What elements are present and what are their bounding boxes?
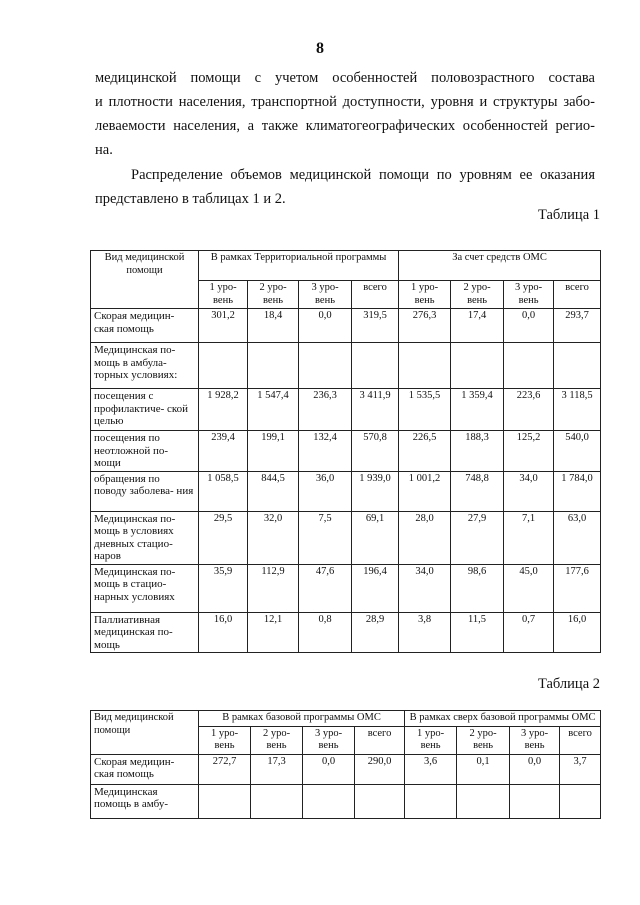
level-header: 3 уро- вень	[504, 281, 554, 309]
value-cell: 28,9	[352, 612, 399, 653]
text-line: леваемости населения, а также климатогеографических особенностей регио-	[95, 118, 595, 134]
value-cell	[355, 784, 405, 818]
value-cell: 1 939,0	[352, 471, 399, 511]
level-header: 2 уро- вень	[248, 281, 299, 309]
value-cell: 276,3	[399, 309, 451, 343]
value-cell: 11,5	[451, 612, 504, 653]
value-cell: 27,9	[451, 511, 504, 564]
level-header: всего	[554, 281, 601, 309]
value-cell: 125,2	[504, 431, 554, 472]
table-row	[91, 471, 601, 511]
value-cell: 0,0	[299, 309, 352, 343]
value-cell	[299, 343, 352, 389]
table-row	[91, 343, 601, 389]
value-cell: 0,7	[504, 612, 554, 653]
page-number: 8	[316, 40, 324, 57]
value-cell: 69,1	[352, 511, 399, 564]
table-row	[91, 564, 601, 612]
value-cell	[352, 343, 399, 389]
table-row	[91, 389, 601, 431]
value-cell: 18,4	[248, 309, 299, 343]
value-cell: 236,3	[299, 389, 352, 431]
value-cell: 290,0	[355, 754, 405, 784]
value-cell: 272,7	[199, 754, 251, 784]
table-row	[91, 612, 601, 653]
value-cell: 34,0	[399, 564, 451, 612]
value-cell	[199, 784, 251, 818]
value-cell: 1 359,4	[451, 389, 504, 431]
level-header: всего	[560, 726, 601, 754]
value-cell: 132,4	[299, 431, 352, 472]
value-cell: 844,5	[248, 471, 299, 511]
table-row	[91, 754, 601, 784]
row-label: Скорая медицин- ская помощь	[91, 754, 199, 784]
value-cell: 36,0	[299, 471, 352, 511]
value-cell	[560, 784, 601, 818]
value-cell: 226,5	[399, 431, 451, 472]
value-cell: 7,1	[504, 511, 554, 564]
value-cell: 570,8	[352, 431, 399, 472]
value-cell: 0,8	[299, 612, 352, 653]
value-cell: 3,6	[405, 754, 457, 784]
value-cell: 35,9	[199, 564, 248, 612]
value-cell: 34,0	[504, 471, 554, 511]
value-cell: 29,5	[199, 511, 248, 564]
table-row	[91, 784, 601, 818]
level-header: 1 уро- вень	[199, 281, 248, 309]
level-header: 1 уро- вень	[199, 726, 251, 754]
value-cell: 293,7	[554, 309, 601, 343]
value-cell: 3 411,9	[352, 389, 399, 431]
value-cell	[248, 343, 299, 389]
value-cell: 17,3	[251, 754, 303, 784]
value-cell: 319,5	[352, 309, 399, 343]
level-header: 2 уро- вень	[451, 281, 504, 309]
row-label: Паллиативная медицинская по- мощь	[91, 612, 199, 653]
level-header: 2 уро- вень	[457, 726, 510, 754]
row-label: Медицинская по- мощь в условиях дневных стацио- наров	[91, 511, 199, 564]
value-cell: 0,0	[504, 309, 554, 343]
value-cell: 3,8	[399, 612, 451, 653]
group-header: В рамках базовой программы ОМС	[199, 711, 405, 727]
distribution-paragraph	[95, 163, 595, 211]
value-cell: 3,7	[560, 754, 601, 784]
value-cell: 16,0	[554, 612, 601, 653]
table-row	[91, 431, 601, 472]
text-line: представлено в таблицах 1 и 2.	[95, 191, 286, 207]
value-cell: 0,0	[510, 754, 560, 784]
value-cell: 28,0	[399, 511, 451, 564]
level-header: 1 уро- вень	[405, 726, 457, 754]
value-cell	[405, 784, 457, 818]
value-cell: 3 118,5	[554, 389, 601, 431]
value-cell: 16,0	[199, 612, 248, 653]
level-header: 2 уро- вень	[251, 726, 303, 754]
text-line: и плотности населения, транспортной доступности, уровня и структуры забо-	[95, 94, 595, 110]
value-cell: 17,4	[451, 309, 504, 343]
value-cell: 188,3	[451, 431, 504, 472]
value-cell: 32,0	[248, 511, 299, 564]
value-cell: 177,6	[554, 564, 601, 612]
table2-caption: Таблица 2	[537, 676, 600, 692]
level-header: 3 уро- вень	[303, 726, 355, 754]
group-header: За счет средств ОМС	[399, 251, 601, 281]
level-header: 3 уро- вень	[299, 281, 352, 309]
row-label: посещения с профилактиче- ской целью	[91, 389, 199, 431]
value-cell: 1 784,0	[554, 471, 601, 511]
group-header: В рамках сверх базовой программы ОМС	[405, 711, 601, 727]
value-cell	[510, 784, 560, 818]
row-label: Медицинская по- мощь в амбула- торных условиях:	[91, 343, 199, 389]
level-header: всего	[352, 281, 399, 309]
value-cell: 196,4	[352, 564, 399, 612]
text-line: Распределение объемов медицинской помощи по уровням ее оказания	[131, 167, 595, 183]
value-cell: 1 535,5	[399, 389, 451, 431]
value-cell: 748,8	[451, 471, 504, 511]
table1-caption: Таблица 1	[537, 207, 600, 223]
text-line: на.	[95, 142, 113, 158]
level-header: всего	[355, 726, 405, 754]
row-label: Скорая медицин- ская помощь	[91, 309, 199, 343]
value-cell: 47,6	[299, 564, 352, 612]
text-line: медицинской помощи с учетом особенностей половозрастного состава	[95, 70, 595, 86]
group-header: В рамках Территориальной программы	[199, 251, 399, 281]
row-label: Медицинская по- мощь в стацио- нарных условиях	[91, 564, 199, 612]
value-cell: 540,0	[554, 431, 601, 472]
value-cell: 1 547,4	[248, 389, 299, 431]
value-cell: 1 058,5	[199, 471, 248, 511]
row-label: посещения по неотложной по- мощи	[91, 431, 199, 472]
value-cell: 63,0	[554, 511, 601, 564]
table-row	[91, 309, 601, 343]
level-header: 3 уро- вень	[510, 726, 560, 754]
row-label: Медицинская помощь в амбу-	[91, 784, 199, 818]
value-cell: 112,9	[248, 564, 299, 612]
value-cell: 0,0	[303, 754, 355, 784]
table-2	[90, 710, 601, 819]
value-cell: 98,6	[451, 564, 504, 612]
value-cell	[199, 343, 248, 389]
intro-paragraph	[95, 66, 595, 162]
value-cell: 199,1	[248, 431, 299, 472]
value-cell	[303, 784, 355, 818]
value-cell: 0,1	[457, 754, 510, 784]
value-cell: 45,0	[504, 564, 554, 612]
row-label: обращения по поводу заболева- ния	[91, 471, 199, 511]
col-type-header: Вид медицинской помощи	[91, 711, 199, 755]
value-cell	[399, 343, 451, 389]
value-cell: 239,4	[199, 431, 248, 472]
table-row	[91, 511, 601, 564]
value-cell	[451, 343, 504, 389]
value-cell: 7,5	[299, 511, 352, 564]
value-cell	[457, 784, 510, 818]
value-cell	[554, 343, 601, 389]
value-cell: 1 001,2	[399, 471, 451, 511]
table-1	[90, 250, 601, 653]
value-cell: 301,2	[199, 309, 248, 343]
col-type-header: Вид медицинской помощи	[91, 251, 199, 309]
value-cell: 12,1	[248, 612, 299, 653]
value-cell: 1 928,2	[199, 389, 248, 431]
value-cell	[504, 343, 554, 389]
value-cell: 223,6	[504, 389, 554, 431]
level-header: 1 уро- вень	[399, 281, 451, 309]
value-cell	[251, 784, 303, 818]
